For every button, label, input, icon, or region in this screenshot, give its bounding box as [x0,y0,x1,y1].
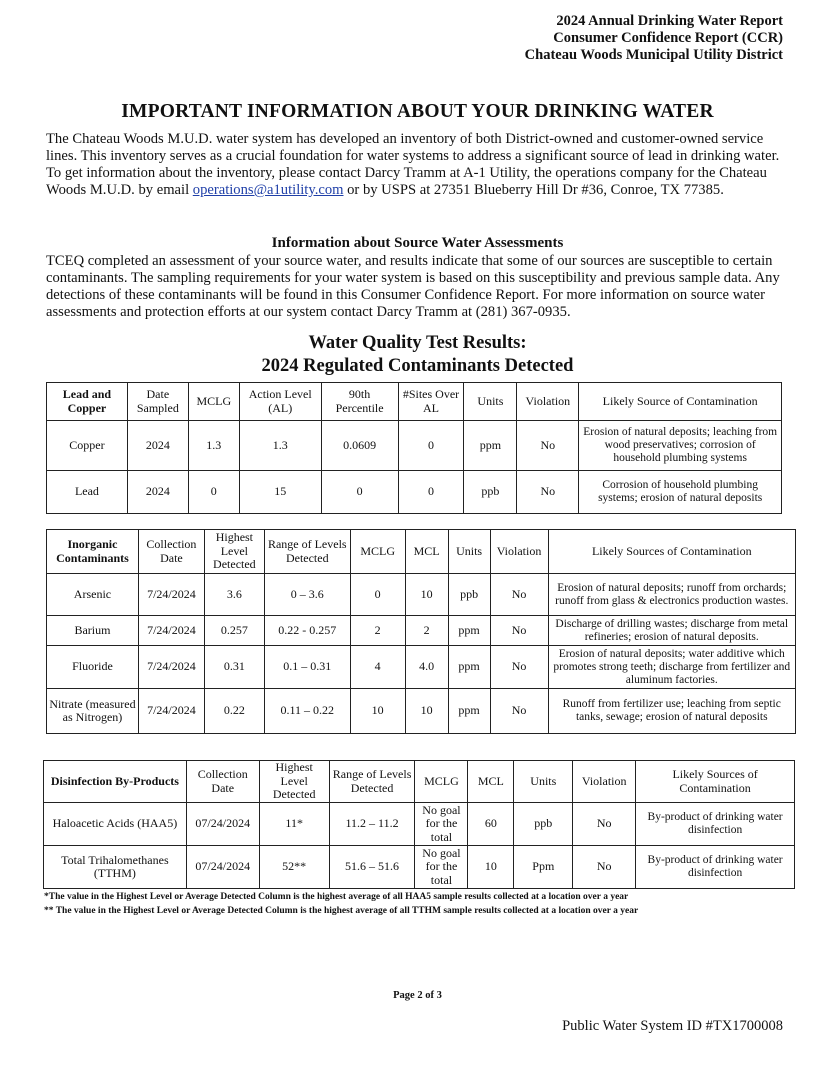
cell-mclg: 0 [188,471,239,514]
cell-date: 7/24/2024 [138,574,204,616]
email-link[interactable]: operations@a1utility.com [192,182,344,198]
intro-paragraph [46,131,788,199]
cell-units: ppb [514,803,573,846]
cell-name: Arsenic [47,574,139,616]
cell-range: 0.1 – 0.31 [264,646,350,689]
col-header-mclg: MCLG [350,530,405,574]
cell-violation: No [490,574,548,616]
cell-name: Nitrate (measured as Nitrogen) [47,689,139,734]
cell-90th-percentile: 0 [321,471,398,514]
col-header-violation: Violation [490,530,548,574]
cell-name: Haloacetic Acids (HAA5) [44,803,187,846]
cell-mclg: 4 [350,646,405,689]
cell-units: ppm [448,689,490,734]
table-row [47,574,796,616]
cell-source: Erosion of natural deposits; runoff from orchards; runoff from glass & electronics production wastes. [548,574,795,616]
cell-date: 07/24/2024 [186,803,259,846]
col-header-units: Units [464,383,517,421]
cell-date: 07/24/2024 [186,846,259,889]
col-header-mcl: MCL [405,530,448,574]
page-title: IMPORTANT INFORMATION ABOUT YOUR DRINKING WATER [121,101,714,122]
col-header-source: Likely Sources of Contamination [636,761,795,803]
col-header-range: Range of Levels Detected [264,530,350,574]
col-header-violation: Violation [573,761,636,803]
cell-highest: 0.257 [204,616,264,646]
cell-violation: No [573,803,636,846]
table-header-row [47,530,796,574]
col-header-mclg: MCLG [415,761,468,803]
cell-source: Corrosion of household plumbing systems; erosion of natural deposits [579,471,782,514]
cell-mcl: 4.0 [405,646,448,689]
cell-mclg: 1.3 [188,421,239,471]
report-header [525,13,783,64]
cell-action-level: 15 [239,471,321,514]
cell-units: ppb [448,574,490,616]
cell-name: Copper [47,421,128,471]
lead-copper-table [46,382,782,514]
col-header-source: Likely Sources of Contamination [548,530,795,574]
report-type: Consumer Confidence Report (CCR) [553,30,783,46]
cell-mclg: No goal for the total [415,803,468,846]
cell-range: 0.11 – 0.22 [264,689,350,734]
col-header-date: Collection Date [138,530,204,574]
cell-mcl: 60 [468,803,514,846]
footnote-haa5: *The value in the Highest Level or Average Detected Column is the highest average of all HAA5 sample results collected at a location over a year [44,892,629,902]
cell-action-level: 1.3 [239,421,321,471]
results-heading-line2: 2024 Regulated Contaminants Detected [261,356,574,376]
col-header-name: Lead and Copper [47,383,128,421]
cell-units: ppm [448,646,490,689]
cell-name: Total Trihalomethanes (TTHM) [44,846,187,889]
cell-source: Erosion of natural deposits; water additive which promotes strong teeth; discharge from fertilizer and aluminum factories. [548,646,795,689]
intro-text-1: The Chateau Woods M.U.D. water system has developed an inventory of both District-owned and customer-owned service lines. This inventory serves as a crucial foundation for water systems to address a significant source of lead in drinking water. To get information about the inventory, please contact Darcy Tramm at A-1 Utility, the operations company for the Chateau Woods M.U.D. by email [46,131,780,198]
cell-mclg: No goal for the total [415,846,468,889]
cell-source: By-product of drinking water disinfection [636,846,795,889]
col-header-mcl: MCL [468,761,514,803]
col-header-source: Likely Source of Contamination [579,383,782,421]
cell-date: 7/24/2024 [138,616,204,646]
cell-source: By-product of drinking water disinfection [636,803,795,846]
table-row [47,471,782,514]
col-header-units: Units [448,530,490,574]
table-row [44,846,795,889]
cell-mcl: 2 [405,616,448,646]
cell-range: 0 – 3.6 [264,574,350,616]
cell-mcl: 10 [468,846,514,889]
col-header-90th-percentile: 90th Percentile [321,383,398,421]
cell-highest: 0.22 [204,689,264,734]
cell-mclg: 0 [350,574,405,616]
public-water-system-id: Public Water System ID #TX1700008 [562,1018,783,1034]
cell-range: 0.22 - 0.257 [264,616,350,646]
cell-source: Erosion of natural deposits; leaching from wood preservatives; corrosion of household plumbing systems [579,421,782,471]
cell-sites-over-al: 0 [398,471,464,514]
cell-units: ppm [464,421,517,471]
cell-range: 11.2 – 11.2 [329,803,415,846]
col-header-highest: Highest Level Detected [259,761,329,803]
col-header-range: Range of Levels Detected [329,761,415,803]
cell-violation: No [573,846,636,889]
cell-highest: 0.31 [204,646,264,689]
cell-date: 7/24/2024 [138,689,204,734]
cell-violation: No [490,616,548,646]
table-row [47,689,796,734]
results-heading-line1: Water Quality Test Results: [308,333,527,353]
cell-highest: 11* [259,803,329,846]
col-header-violation: Violation [517,383,579,421]
table-row [47,646,796,689]
cell-source: Discharge of drilling wastes; discharge from metal refineries; erosion of natural deposits. [548,616,795,646]
cell-mcl: 10 [405,689,448,734]
table-row [44,803,795,846]
cell-name: Lead [47,471,128,514]
cell-name: Fluoride [47,646,139,689]
table-header-row [44,761,795,803]
source-water-paragraph: TCEQ completed an assessment of your source water, and results indicate that some of our sources are susceptible to certain contaminants. The sampling requirements for your water system is based on this susceptibility and previous sample data. Any detections of these contaminants will be found in this Consumer Confidence Report. For more information on source water assessments and protection efforts at our system contact Darcy Tramm at (281) 367-0935. [46,253,780,320]
cell-violation: No [490,689,548,734]
col-header-sites-over-al: #Sites Over AL [398,383,464,421]
cell-mclg: 2 [350,616,405,646]
cell-date: 7/24/2024 [138,646,204,689]
cell-units: ppm [448,616,490,646]
table-row [47,421,782,471]
cell-sites-over-al: 0 [398,421,464,471]
cell-date: 2024 [127,421,188,471]
cell-violation: No [490,646,548,689]
page-number: Page 2 of 3 [393,990,442,1001]
cell-units: ppb [464,471,517,514]
table-header-row [47,383,782,421]
cell-source: Runoff from fertilizer use; leaching from septic tanks, sewage; erosion of natural deposits [548,689,795,734]
disinfection-table [43,760,795,889]
cell-date: 2024 [127,471,188,514]
source-water-heading: Information about Source Water Assessments [271,235,564,251]
col-header-action-level: Action Level (AL) [239,383,321,421]
table-row [47,616,796,646]
cell-violation: No [517,421,579,471]
col-header-units: Units [514,761,573,803]
col-header-date: Date Sampled [127,383,188,421]
cell-highest: 3.6 [204,574,264,616]
cell-violation: No [517,471,579,514]
intro-text-2: or by USPS at 27351 Blueberry Hill Dr #36, Conroe, TX 77385. [343,182,724,198]
col-header-mclg: MCLG [188,383,239,421]
results-heading [0,332,835,378]
footnote-tthm: ** The value in the Highest Level or Average Detected Column is the highest average of all TTHM sample results collected at a location over a year [44,906,639,916]
cell-mcl: 10 [405,574,448,616]
col-header-highest: Highest Level Detected [204,530,264,574]
cell-90th-percentile: 0.0609 [321,421,398,471]
inorganic-table [46,529,796,734]
cell-mclg: 10 [350,689,405,734]
cell-name: Barium [47,616,139,646]
district-name: Chateau Woods Municipal Utility District [524,47,783,63]
cell-units: Ppm [514,846,573,889]
report-year-title: 2024 Annual Drinking Water Report [556,13,783,29]
cell-range: 51.6 – 51.6 [329,846,415,889]
col-header-date: Collection Date [186,761,259,803]
cell-highest: 52** [259,846,329,889]
col-header-name: Inorganic Contaminants [47,530,139,574]
col-header-name: Disinfection By-Products [44,761,187,803]
